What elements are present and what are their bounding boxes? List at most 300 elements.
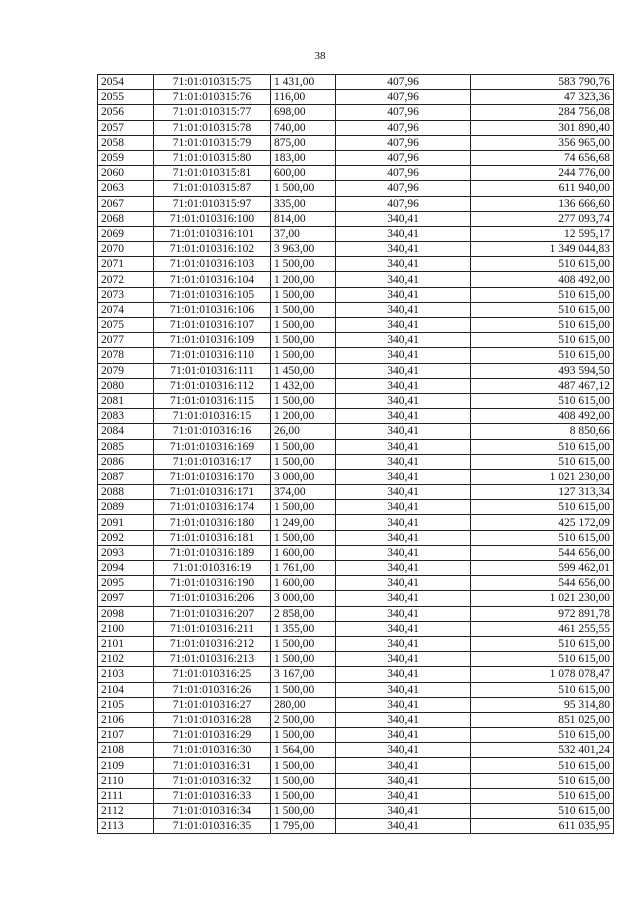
cadastral-number-cell: 71:01:010316:27	[154, 697, 271, 712]
row-number-cell: 2093	[98, 545, 154, 560]
area-cell: 26,00	[271, 424, 336, 439]
table-row	[98, 318, 614, 333]
row-number-cell: 2078	[98, 348, 154, 363]
cadastral-value-cell: 425 172,09	[471, 515, 614, 530]
area-cell: 1 500,00	[271, 454, 336, 469]
unit-price-cell: 340,41	[336, 804, 471, 819]
table-row	[98, 804, 614, 819]
table-row	[98, 485, 614, 500]
unit-price-cell: 340,41	[336, 712, 471, 727]
area-cell: 1 500,00	[271, 804, 336, 819]
area-cell: 1 431,00	[271, 75, 336, 90]
unit-price-cell: 340,41	[336, 348, 471, 363]
table-row	[98, 788, 614, 803]
area-cell: 1 500,00	[271, 530, 336, 545]
cadastral-value-cell: 510 615,00	[471, 636, 614, 651]
cadastral-number-cell: 71:01:010315:75	[154, 75, 271, 90]
cadastral-value-cell: 1 349 044,83	[471, 242, 614, 257]
unit-price-cell: 340,41	[336, 378, 471, 393]
cadastral-number-cell: 71:01:010316:103	[154, 257, 271, 272]
row-number-cell: 2083	[98, 409, 154, 424]
area-cell: 1 500,00	[271, 333, 336, 348]
row-number-cell: 2055	[98, 90, 154, 105]
row-number-cell: 2059	[98, 150, 154, 165]
table-row	[98, 424, 614, 439]
area-cell: 1 500,00	[271, 257, 336, 272]
area-cell: 335,00	[271, 196, 336, 211]
cadastral-value-cell: 583 790,76	[471, 75, 614, 90]
area-cell: 1 500,00	[271, 636, 336, 651]
cadastral-value-cell: 277 093,74	[471, 211, 614, 226]
area-cell: 1 450,00	[271, 363, 336, 378]
cadastral-number-cell: 71:01:010316:32	[154, 773, 271, 788]
row-number-cell: 2101	[98, 636, 154, 651]
row-number-cell: 2103	[98, 667, 154, 682]
cadastral-value-cell: 510 615,00	[471, 333, 614, 348]
table-row	[98, 439, 614, 454]
cadastral-value-cell: 47 323,36	[471, 90, 614, 105]
cadastral-value-cell: 408 492,00	[471, 272, 614, 287]
table-row	[98, 242, 614, 257]
cadastral-value-cell: 532 401,24	[471, 743, 614, 758]
row-number-cell: 2106	[98, 712, 154, 727]
cadastral-number-cell: 71:01:010316:26	[154, 682, 271, 697]
table-row	[98, 636, 614, 651]
cadastral-value-cell: 301 890,40	[471, 120, 614, 135]
area-cell: 875,00	[271, 135, 336, 150]
cadastral-number-cell: 71:01:010315:79	[154, 135, 271, 150]
table-row	[98, 363, 614, 378]
unit-price-cell: 340,41	[336, 439, 471, 454]
cadastral-value-cell: 356 965,00	[471, 135, 614, 150]
table-row	[98, 120, 614, 135]
table-row	[98, 819, 614, 834]
unit-price-cell: 407,96	[336, 105, 471, 120]
unit-price-cell: 340,41	[336, 545, 471, 560]
area-cell: 1 564,00	[271, 743, 336, 758]
cadastral-number-cell: 71:01:010316:104	[154, 272, 271, 287]
unit-price-cell: 340,41	[336, 272, 471, 287]
unit-price-cell: 340,41	[336, 652, 471, 667]
area-cell: 1 795,00	[271, 819, 336, 834]
unit-price-cell: 407,96	[336, 150, 471, 165]
unit-price-cell: 340,41	[336, 682, 471, 697]
row-number-cell: 2077	[98, 333, 154, 348]
cadastral-value-cell: 599 462,01	[471, 561, 614, 576]
area-cell: 183,00	[271, 150, 336, 165]
unit-price-cell: 340,41	[336, 363, 471, 378]
area-cell: 740,00	[271, 120, 336, 135]
area-cell: 1 355,00	[271, 621, 336, 636]
unit-price-cell: 340,41	[336, 333, 471, 348]
area-cell: 3 000,00	[271, 469, 336, 484]
table-row	[98, 105, 614, 120]
cadastral-number-cell: 71:01:010316:35	[154, 819, 271, 834]
cadastral-number-cell: 71:01:010315:77	[154, 105, 271, 120]
area-cell: 1 500,00	[271, 758, 336, 773]
cadastral-value-cell: 611 035,95	[471, 819, 614, 834]
unit-price-cell: 340,41	[336, 576, 471, 591]
cadastral-value-cell: 510 615,00	[471, 530, 614, 545]
unit-price-cell: 340,41	[336, 819, 471, 834]
area-cell: 698,00	[271, 105, 336, 120]
row-number-cell: 2109	[98, 758, 154, 773]
cadastral-number-cell: 71:01:010316:115	[154, 393, 271, 408]
table-row	[98, 181, 614, 196]
row-number-cell: 2105	[98, 697, 154, 712]
table-row	[98, 728, 614, 743]
table-row	[98, 697, 614, 712]
cadastral-number-cell: 71:01:010315:76	[154, 90, 271, 105]
unit-price-cell: 340,41	[336, 561, 471, 576]
row-number-cell: 2110	[98, 773, 154, 788]
cadastral-value-cell: 510 615,00	[471, 287, 614, 302]
area-cell: 1 249,00	[271, 515, 336, 530]
cadastral-value-cell: 510 615,00	[471, 652, 614, 667]
table-row	[98, 530, 614, 545]
cadastral-number-cell: 71:01:010316:107	[154, 318, 271, 333]
cadastral-number-cell: 71:01:010316:174	[154, 500, 271, 515]
cadastral-number-cell: 71:01:010316:33	[154, 788, 271, 803]
unit-price-cell: 340,41	[336, 758, 471, 773]
unit-price-cell: 407,96	[336, 196, 471, 211]
row-number-cell: 2063	[98, 181, 154, 196]
table-row	[98, 90, 614, 105]
cadastral-value-cell: 851 025,00	[471, 712, 614, 727]
unit-price-cell: 340,41	[336, 621, 471, 636]
table-row	[98, 287, 614, 302]
area-cell: 1 761,00	[271, 561, 336, 576]
cadastral-value-cell: 510 615,00	[471, 454, 614, 469]
unit-price-cell: 340,41	[336, 485, 471, 500]
area-cell: 1 500,00	[271, 728, 336, 743]
row-number-cell: 2107	[98, 728, 154, 743]
row-number-cell: 2085	[98, 439, 154, 454]
area-cell: 1 500,00	[271, 652, 336, 667]
area-cell: 1 500,00	[271, 181, 336, 196]
table-row	[98, 469, 614, 484]
unit-price-cell: 407,96	[336, 120, 471, 135]
area-cell: 2 500,00	[271, 712, 336, 727]
unit-price-cell: 340,41	[336, 500, 471, 515]
table-row	[98, 196, 614, 211]
row-number-cell: 2111	[98, 788, 154, 803]
table-row	[98, 272, 614, 287]
cadastral-value-cell: 510 615,00	[471, 348, 614, 363]
table-row	[98, 500, 614, 515]
cadastral-number-cell: 71:01:010316:170	[154, 469, 271, 484]
unit-price-cell: 340,41	[336, 393, 471, 408]
unit-price-cell: 340,41	[336, 318, 471, 333]
cadastral-number-cell: 71:01:010316:100	[154, 211, 271, 226]
row-number-cell: 2108	[98, 743, 154, 758]
table-row	[98, 166, 614, 181]
table-row	[98, 333, 614, 348]
unit-price-cell: 340,41	[336, 211, 471, 226]
cadastral-value-cell: 510 615,00	[471, 788, 614, 803]
unit-price-cell: 340,41	[336, 515, 471, 530]
row-number-cell: 2079	[98, 363, 154, 378]
area-cell: 1 200,00	[271, 409, 336, 424]
unit-price-cell: 340,41	[336, 606, 471, 621]
cadastral-number-cell: 71:01:010316:213	[154, 652, 271, 667]
cadastral-value-cell: 12 595,17	[471, 226, 614, 241]
cadastral-number-cell: 71:01:010316:110	[154, 348, 271, 363]
cadastral-number-cell: 71:01:010315:97	[154, 196, 271, 211]
row-number-cell: 2074	[98, 302, 154, 317]
unit-price-cell: 340,41	[336, 469, 471, 484]
cadastral-number-cell: 71:01:010316:180	[154, 515, 271, 530]
row-number-cell: 2102	[98, 652, 154, 667]
cadastral-number-cell: 71:01:010316:212	[154, 636, 271, 651]
table-row	[98, 667, 614, 682]
cadastral-value-cell: 95 314,80	[471, 697, 614, 712]
cadastral-value-cell: 510 615,00	[471, 393, 614, 408]
cadastral-value-cell: 510 615,00	[471, 758, 614, 773]
cadastral-number-cell: 71:01:010316:15	[154, 409, 271, 424]
cadastral-value-cell: 1 021 230,00	[471, 591, 614, 606]
unit-price-cell: 407,96	[336, 181, 471, 196]
unit-price-cell: 340,41	[336, 242, 471, 257]
row-number-cell: 2075	[98, 318, 154, 333]
cadastral-number-cell: 71:01:010316:106	[154, 302, 271, 317]
row-number-cell: 2092	[98, 530, 154, 545]
cadastral-value-cell: 510 615,00	[471, 500, 614, 515]
row-number-cell: 2104	[98, 682, 154, 697]
cadastral-number-cell: 71:01:010315:78	[154, 120, 271, 135]
table-row	[98, 75, 614, 90]
unit-price-cell: 340,41	[336, 728, 471, 743]
table-row	[98, 150, 614, 165]
area-cell: 374,00	[271, 485, 336, 500]
table-row	[98, 226, 614, 241]
unit-price-cell: 340,41	[336, 773, 471, 788]
row-number-cell: 2084	[98, 424, 154, 439]
row-number-cell: 2091	[98, 515, 154, 530]
unit-price-cell: 340,41	[336, 530, 471, 545]
cadastral-value-cell: 127 313,34	[471, 485, 614, 500]
cadastral-number-cell: 71:01:010316:171	[154, 485, 271, 500]
cadastral-number-cell: 71:01:010316:211	[154, 621, 271, 636]
row-number-cell: 2073	[98, 287, 154, 302]
cadastral-value-cell: 544 656,00	[471, 576, 614, 591]
area-cell: 1 500,00	[271, 287, 336, 302]
table-row	[98, 743, 614, 758]
table-row	[98, 211, 614, 226]
unit-price-cell: 340,41	[336, 591, 471, 606]
area-cell: 1 500,00	[271, 682, 336, 697]
row-number-cell: 2071	[98, 257, 154, 272]
area-cell: 37,00	[271, 226, 336, 241]
table-row	[98, 409, 614, 424]
cadastral-value-cell: 972 891,78	[471, 606, 614, 621]
row-number-cell: 2113	[98, 819, 154, 834]
unit-price-cell: 340,41	[336, 788, 471, 803]
unit-price-cell: 340,41	[336, 257, 471, 272]
table-row	[98, 652, 614, 667]
cadastral-number-cell: 71:01:010315:81	[154, 166, 271, 181]
cadastral-number-cell: 71:01:010316:189	[154, 545, 271, 560]
area-cell: 280,00	[271, 697, 336, 712]
area-cell: 1 200,00	[271, 272, 336, 287]
cadastral-value-cell: 510 615,00	[471, 773, 614, 788]
row-number-cell: 2087	[98, 469, 154, 484]
row-number-cell: 2072	[98, 272, 154, 287]
cadastral-value-cell: 510 615,00	[471, 302, 614, 317]
table-row	[98, 257, 614, 272]
unit-price-cell: 407,96	[336, 90, 471, 105]
cadastral-number-cell: 71:01:010316:190	[154, 576, 271, 591]
row-number-cell: 2054	[98, 75, 154, 90]
area-cell: 3 963,00	[271, 242, 336, 257]
cadastral-number-cell: 71:01:010316:25	[154, 667, 271, 682]
row-number-cell: 2089	[98, 500, 154, 515]
table-row	[98, 591, 614, 606]
row-number-cell: 2057	[98, 120, 154, 135]
cadastral-number-cell: 71:01:010316:17	[154, 454, 271, 469]
table-row	[98, 621, 614, 636]
cadastral-number-cell: 71:01:010316:34	[154, 804, 271, 819]
table-row	[98, 302, 614, 317]
cadastral-number-cell: 71:01:010316:206	[154, 591, 271, 606]
page-number: 38	[314, 50, 326, 62]
unit-price-cell: 340,41	[336, 287, 471, 302]
area-cell: 814,00	[271, 211, 336, 226]
table-row	[98, 378, 614, 393]
table-row	[98, 135, 614, 150]
cadastral-number-cell: 71:01:010315:87	[154, 181, 271, 196]
unit-price-cell: 407,96	[336, 75, 471, 90]
cadastral-number-cell: 71:01:010316:31	[154, 758, 271, 773]
area-cell: 1 500,00	[271, 439, 336, 454]
row-number-cell: 2067	[98, 196, 154, 211]
cadastral-number-cell: 71:01:010316:169	[154, 439, 271, 454]
area-cell: 3 167,00	[271, 667, 336, 682]
row-number-cell: 2069	[98, 226, 154, 241]
unit-price-cell: 340,41	[336, 636, 471, 651]
unit-price-cell: 340,41	[336, 424, 471, 439]
table-row	[98, 393, 614, 408]
table-row	[98, 682, 614, 697]
area-cell: 1 432,00	[271, 378, 336, 393]
table-row	[98, 773, 614, 788]
row-number-cell: 2097	[98, 591, 154, 606]
area-cell: 1 500,00	[271, 393, 336, 408]
row-number-cell: 2112	[98, 804, 154, 819]
cadastral-value-cell: 510 615,00	[471, 728, 614, 743]
cadastral-number-cell: 71:01:010316:101	[154, 226, 271, 241]
cadastral-number-cell: 71:01:010316:105	[154, 287, 271, 302]
cadastral-number-cell: 71:01:010316:28	[154, 712, 271, 727]
cadastral-value-cell: 1 078 078,47	[471, 667, 614, 682]
cadastral-value-cell: 284 756,08	[471, 105, 614, 120]
table-row	[98, 712, 614, 727]
unit-price-cell: 340,41	[336, 409, 471, 424]
area-cell: 1 500,00	[271, 788, 336, 803]
cadastral-number-cell: 71:01:010316:109	[154, 333, 271, 348]
row-number-cell: 2070	[98, 242, 154, 257]
cadastral-number-cell: 71:01:010316:102	[154, 242, 271, 257]
area-cell: 1 500,00	[271, 348, 336, 363]
area-cell: 600,00	[271, 166, 336, 181]
row-number-cell: 2088	[98, 485, 154, 500]
cadastral-value-table	[97, 74, 614, 834]
cadastral-value-cell: 74 656,68	[471, 150, 614, 165]
table-body	[98, 75, 614, 834]
cadastral-number-cell: 71:01:010316:30	[154, 743, 271, 758]
table-row	[98, 515, 614, 530]
area-cell: 1 600,00	[271, 576, 336, 591]
table-row	[98, 606, 614, 621]
table-row	[98, 454, 614, 469]
unit-price-cell: 340,41	[336, 743, 471, 758]
table-row	[98, 758, 614, 773]
table-row	[98, 576, 614, 591]
cadastral-number-cell: 71:01:010315:80	[154, 150, 271, 165]
area-cell: 116,00	[271, 90, 336, 105]
cadastral-value-cell: 408 492,00	[471, 409, 614, 424]
cadastral-number-cell: 71:01:010316:19	[154, 561, 271, 576]
cadastral-number-cell: 71:01:010316:207	[154, 606, 271, 621]
cadastral-value-cell: 493 594,50	[471, 363, 614, 378]
row-number-cell: 2098	[98, 606, 154, 621]
cadastral-value-cell: 544 656,00	[471, 545, 614, 560]
unit-price-cell: 340,41	[336, 226, 471, 241]
row-number-cell: 2086	[98, 454, 154, 469]
row-number-cell: 2081	[98, 393, 154, 408]
row-number-cell: 2056	[98, 105, 154, 120]
table-row	[98, 561, 614, 576]
area-cell: 1 500,00	[271, 773, 336, 788]
cadastral-value-cell: 8 850,66	[471, 424, 614, 439]
cadastral-value-cell: 136 666,60	[471, 196, 614, 211]
cadastral-value-cell: 611 940,00	[471, 181, 614, 196]
cadastral-value-cell: 510 615,00	[471, 439, 614, 454]
cadastral-value-cell: 461 255,55	[471, 621, 614, 636]
table-row	[98, 348, 614, 363]
unit-price-cell: 340,41	[336, 454, 471, 469]
row-number-cell: 2068	[98, 211, 154, 226]
cadastral-value-cell: 510 615,00	[471, 682, 614, 697]
area-cell: 2 858,00	[271, 606, 336, 621]
area-cell: 1 500,00	[271, 302, 336, 317]
cadastral-value-cell: 1 021 230,00	[471, 469, 614, 484]
unit-price-cell: 340,41	[336, 302, 471, 317]
unit-price-cell: 340,41	[336, 667, 471, 682]
cadastral-number-cell: 71:01:010316:181	[154, 530, 271, 545]
cadastral-value-cell: 510 615,00	[471, 318, 614, 333]
area-cell: 3 000,00	[271, 591, 336, 606]
unit-price-cell: 340,41	[336, 697, 471, 712]
cadastral-value-cell: 487 467,12	[471, 378, 614, 393]
area-cell: 1 500,00	[271, 500, 336, 515]
cadastral-number-cell: 71:01:010316:16	[154, 424, 271, 439]
cadastral-number-cell: 71:01:010316:112	[154, 378, 271, 393]
row-number-cell: 2060	[98, 166, 154, 181]
cadastral-number-cell: 71:01:010316:111	[154, 363, 271, 378]
unit-price-cell: 407,96	[336, 166, 471, 181]
row-number-cell: 2080	[98, 378, 154, 393]
unit-price-cell: 407,96	[336, 135, 471, 150]
table-row	[98, 545, 614, 560]
row-number-cell: 2100	[98, 621, 154, 636]
cadastral-value-cell: 510 615,00	[471, 804, 614, 819]
area-cell: 1 500,00	[271, 318, 336, 333]
cadastral-value-cell: 510 615,00	[471, 257, 614, 272]
row-number-cell: 2095	[98, 576, 154, 591]
area-cell: 1 600,00	[271, 545, 336, 560]
cadastral-value-cell: 244 776,00	[471, 166, 614, 181]
